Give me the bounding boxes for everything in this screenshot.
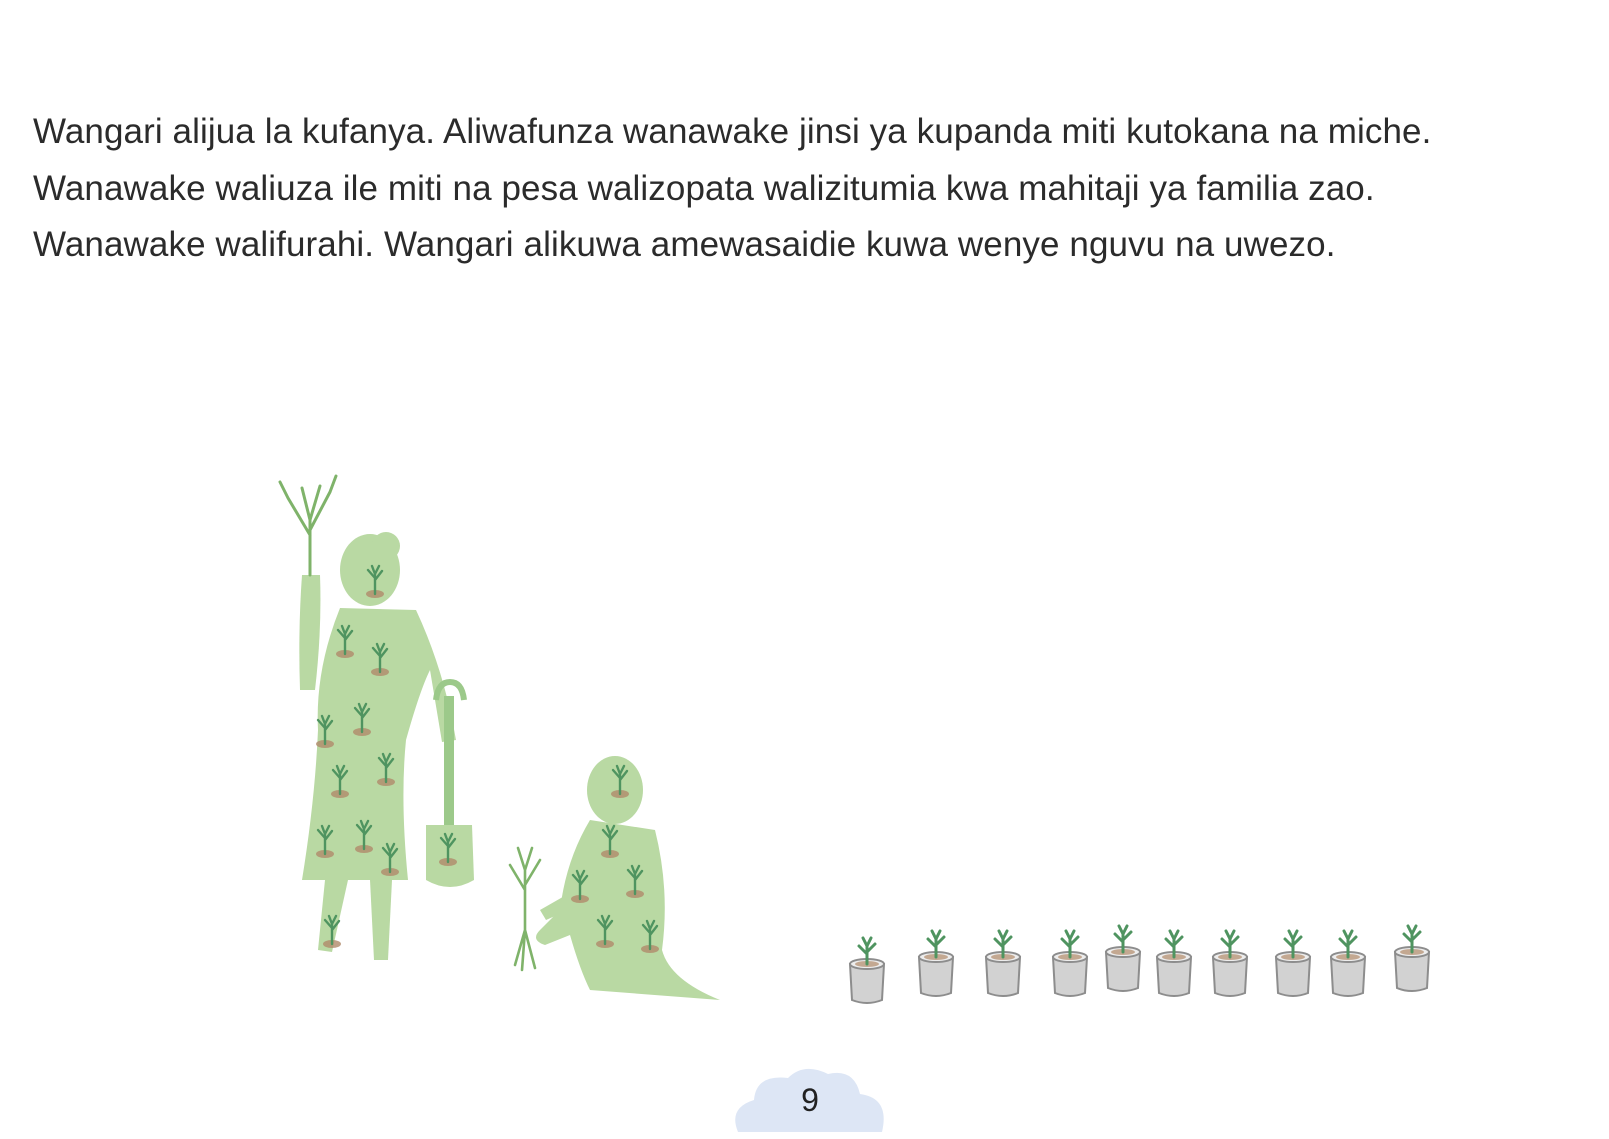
page-number-badge [730,1060,890,1132]
standing-woman-figure [280,476,456,960]
illustration-women-planting-trees [70,370,1510,1130]
story-line-1: Wangari alijua la kufanya. Aliwafunza wanawake jinsi ya kupanda miti kutokana na miche. [33,112,1432,151]
potted-seedlings-row [850,926,1429,1003]
story-line-2: Wanawake waliuza ile miti na pesa walizopata walizitumia kwa mahitaji ya familia zao. [33,168,1375,208]
story-text [33,104,1593,274]
page-number: 9 [801,1082,819,1118]
kneeling-woman-figure [510,756,720,1000]
story-line-3: Wanawake walifurahi. Wangari alikuwa amewasaidie kuwa wenye nguvu na uwezo. [33,225,1336,264]
shovel [426,682,474,887]
